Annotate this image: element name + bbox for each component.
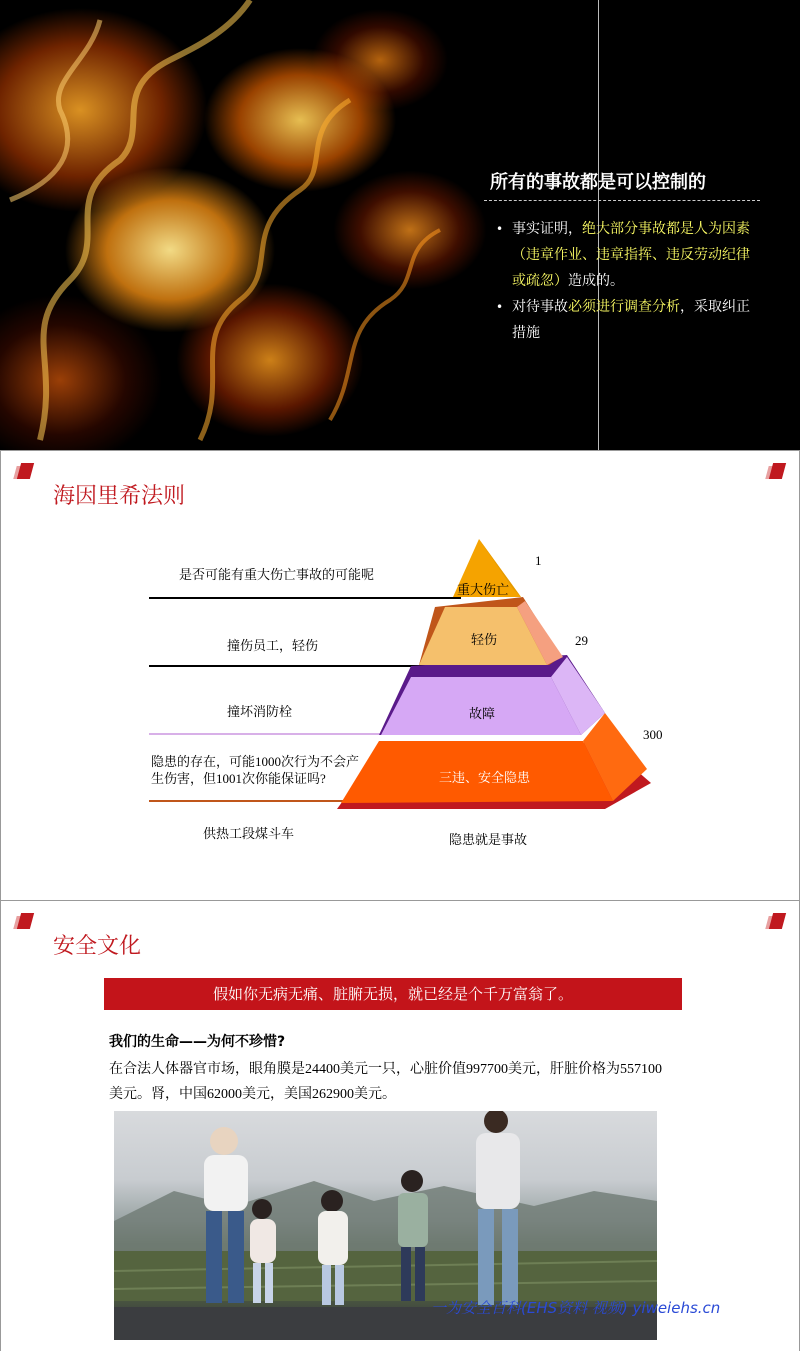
dashed-divider: [484, 200, 760, 201]
watermark-text: 一为安全百科(EHS资料 视频) yiweiehs.cn: [431, 1299, 721, 1317]
left-label-5: 供热工段煤斗车: [203, 827, 295, 842]
bullet-list: [496, 216, 758, 346]
bullet-text: ，采取纠正措施: [512, 299, 750, 341]
quote-banner: 假如你无病无痛、脏腑无损，就已经是个千万富翁了。: [104, 978, 682, 1010]
slide2-title: 海因里希法则: [53, 484, 186, 509]
tier-2-count: 29: [575, 633, 588, 648]
heinrich-pyramid: [1, 451, 800, 901]
left-label-4: 隐患的存在，可能1000次行为不会产生伤害，但1001次你能保证吗?: [151, 754, 360, 786]
bullet-item: [496, 216, 758, 294]
pyramid-caption: 隐患就是事故: [449, 833, 528, 848]
tier-1-label: 重大伤亡: [457, 583, 510, 598]
tier-4-label: 三违、安全隐患: [439, 771, 531, 786]
slide-safety-culture: [0, 900, 800, 1351]
slide3-title: 安全文化: [53, 934, 142, 959]
slide3-body: 在合法人体器官市场，眼角膜是24400美元一只，心脏价值997700美元，肝脏价格为557100美元。肾，中国62000美元，美国262900美元。: [109, 1062, 662, 1102]
slide3-subtitle: 我们的生命——为何不珍惜?: [109, 1034, 286, 1050]
tier-3-label: 故障: [469, 707, 496, 722]
tier-1-count: 1: [535, 553, 542, 568]
slide-fire: [0, 0, 800, 450]
bullet-item: [496, 294, 758, 346]
corner-logo: [767, 913, 785, 929]
tier-4-count: 300: [643, 727, 663, 742]
slide1-title: 所有的事故都是可以控制的: [490, 172, 706, 193]
left-label-3: 撞坏消防栓: [227, 705, 293, 720]
bullet-highlight: 必须进行调查分析: [568, 299, 680, 315]
bullet-text: 对待事故: [512, 299, 568, 315]
corner-logo: [15, 913, 33, 929]
tier-2-label: 轻伤: [471, 633, 498, 648]
left-label-1: 是否可能有重大伤亡事故的可能呢: [179, 568, 375, 583]
bullet-text: 造成的。: [568, 273, 624, 289]
bullet-highlight: 绝大部分事故都是人为因素（违章作业、违章指挥、违反劳动纪律或疏忽）: [512, 221, 750, 289]
bullet-text: 事实证明，: [512, 221, 582, 237]
left-label-2: 撞伤员工，轻伤: [227, 639, 319, 654]
slide-heinrich: [0, 450, 800, 900]
